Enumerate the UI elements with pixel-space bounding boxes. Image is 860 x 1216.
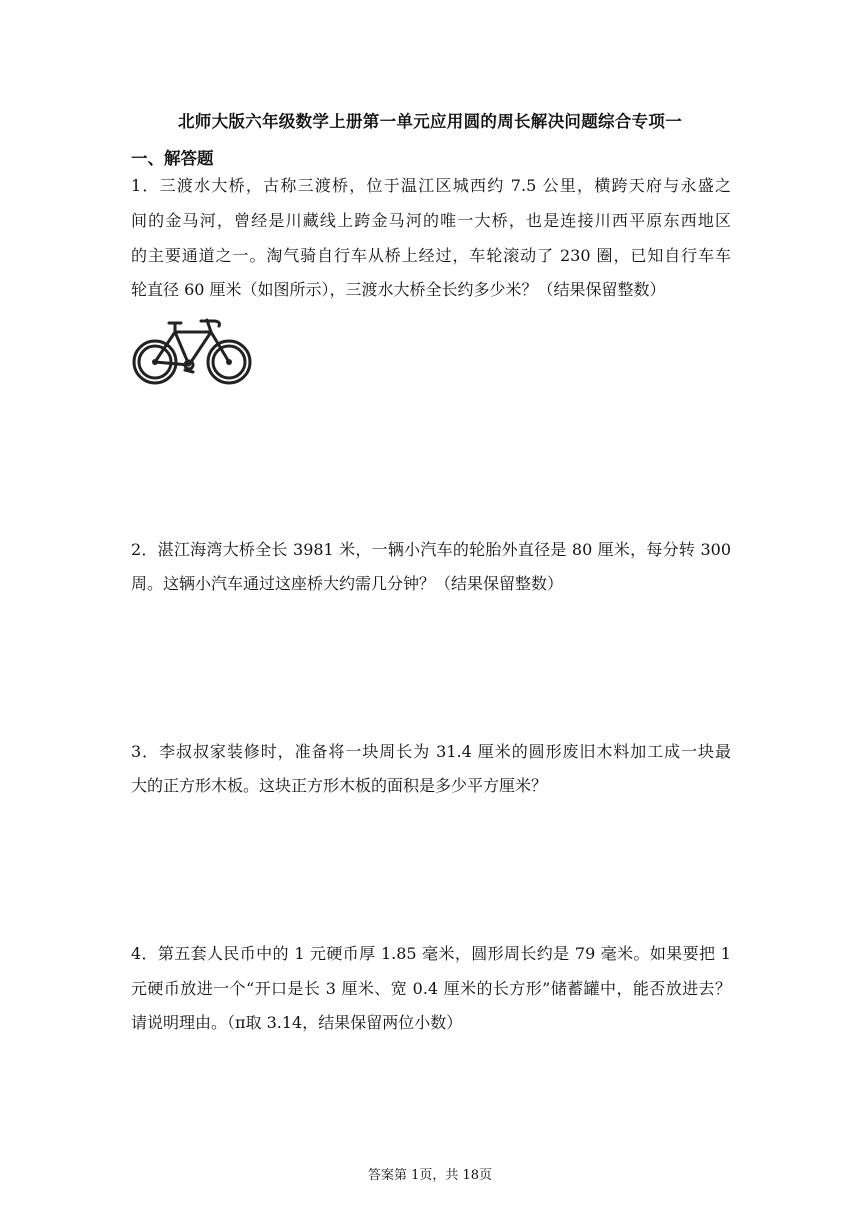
question-1-line-2: 间的金马河，曾经是川藏线上跨金马河的唯一大桥，也是连接川西平原东西地区 bbox=[131, 211, 731, 230]
question-4-line-2: 元硬币放进一个“开口是长 3 厘米、宽 0.4 厘米的长方形”储蓄罐中，能否放进去？ bbox=[131, 979, 731, 998]
question-4-line-3: 请说明理由。（π取 3.14，结果保留两位小数） bbox=[131, 1013, 463, 1032]
document-title: 北师大版六年级数学上册第一单元应用圆的周长解决问题综合专项一 bbox=[178, 112, 682, 131]
bicycle-icon bbox=[131, 312, 255, 390]
question-2-line-1: 2．湛江海湾大桥全长 3981 米，一辆小汽车的轮胎外直径是 80 厘米，每分转 300 bbox=[131, 540, 731, 559]
question-4-line-1: 4．第五套人民币中的 1 元硬币厚 1.85 毫米，圆形周长约是 79 毫米。如果要把 1 bbox=[131, 944, 731, 963]
question-3-line-2: 大的正方形木板。这块正方形木板的面积是多少平方厘米？ bbox=[131, 776, 548, 795]
question-1-line-4: 轮直径 60 厘米（如图所示），三渡水大桥全长约多少米？（结果保留整数） bbox=[131, 280, 666, 299]
question-3-line-1: 3．李叔叔家装修时，准备将一块周长为 31.4 厘米的圆形废旧木料加工成一块最 bbox=[131, 742, 731, 761]
section-heading: 一、解答题 bbox=[131, 149, 214, 168]
page-footer: 答案第 1页，共 18页 bbox=[367, 1168, 493, 1183]
question-1-line-3: 的主要通道之一。淘气骑自行车从桥上经过，车轮滚动了 230 圈，已知自行车车 bbox=[131, 246, 731, 265]
question-1-line-1: 1．三渡水大桥，古称三渡桥，位于温江区城西约 7.5 公里，横跨天府与永盛之 bbox=[131, 176, 731, 195]
question-2-line-2: 周。这辆小汽车通过这座桥大约需几分钟？（结果保留整数） bbox=[131, 574, 564, 593]
